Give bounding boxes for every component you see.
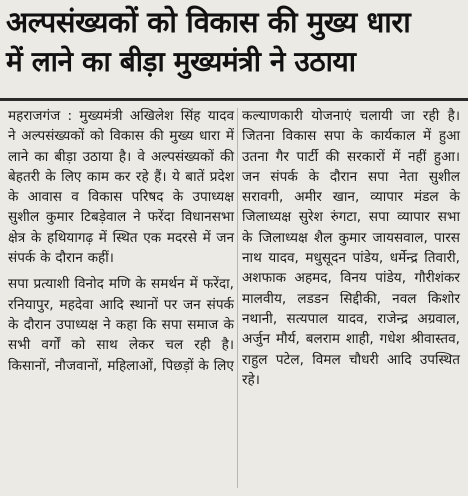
headline-line-1: अल्पसंख्यकों को विकास की मुख्य धारा xyxy=(6,5,411,39)
article-paragraph: सपा प्रत्याशी विनोद मणि के समर्थन में फरेंदा, रनियापुर, महदेवा आदि स्थानों पर जन संपर्क के दौरान उपाध्यक्ष ने कहा कि सपा समाज के सभी वर्गों को साथ लेकर चल रही है। किसानों, नौजवानों, महिलाओं, पिछड़ों के लिए xyxy=(8,276,234,374)
article-paragraph: महराजगंज : मुख्यमंत्री अखिलेश सिंह यादव ने अल्पसंख्यकों को विकास की मुख्य धारा में लाने का बीड़ा उठाया है। वे अल्पसंख्यकों की बेहतरी के लिए काम कर रहे हैं। ये बातें प्रदेश के आवास व विकास परिषद के उपाध्यक्ष सुशील कुमार टिबड़ेवाल ने फरेंदा विधानसभा क्षेत्र के हथियागढ़ में स्थित एक मदरसे में जन संपर्क के दौरान कहीं। xyxy=(8,108,234,267)
article-column-right xyxy=(242,106,460,390)
article-paragraph: कल्याणकारी योजनाएं चलायी जा रही है। जितना विकास सपा के कार्यकाल में हुआ उतना गैर पार्टी की सरकारों में नहीं हुआ। जन संपर्क के दौरान सपा नेता सुशील सरावगी, अमीर खान, व्यापार मंडल के जिलाध्यक्ष सुरेश रुंगटा, सपा व्यापार सभा के जिलाध्यक्ष शैल कुमार जायसवाल, पारस नाथ यादव, मधुसूदन पांडेय, धर्मेन्द्र तिवारी, अशफाक अहमद, विनय पांडेय, गौरीशंकर मालवीय, लडडन सिद्दीकी, नवल किशोर नथानी, सत्यपाल यादव, राजेन्द्र अग्रवाल, अर्जुन मौर्य, बलराम शाही, गधेश श्रीवास्तव, राहुल पटेल, विमल चौधरी आदि उपस्थित रहे। xyxy=(242,108,460,388)
headline-line-2: में लाने का बीड़ा मुख्यमंत्री ने उठाया xyxy=(6,45,356,78)
headline xyxy=(6,2,464,82)
column-divider xyxy=(237,108,238,488)
headline-rule xyxy=(0,98,468,101)
article-column-left xyxy=(8,106,234,376)
